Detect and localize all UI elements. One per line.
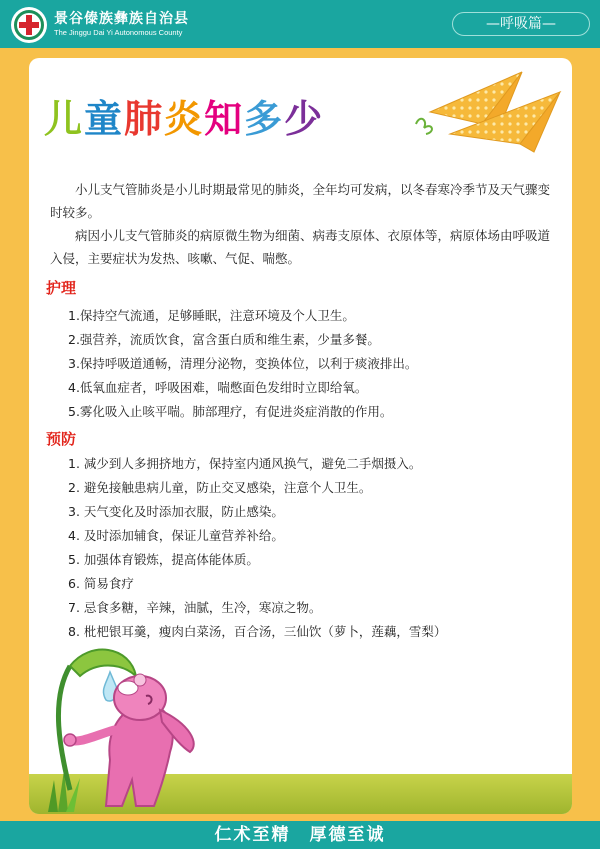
cartoon-mascot-icon [40, 640, 210, 812]
title-char: 炎 [164, 97, 205, 141]
header-bar [0, 0, 600, 48]
care-heading: 护理 [46, 279, 77, 297]
title-char: 肺 [124, 97, 165, 141]
prevention-item: 5. 加强体育锻炼，提高体能体质。 [68, 552, 259, 567]
cause-paragraph: 病因小儿支气管肺炎的病原微生物为细菌、病毒支原体、衣原体等，病原体场由呼吸道入侵，主要症状为发热、咳嗽、气促、喘憋。 [50, 228, 551, 266]
care-item: 5.雾化吸入止咳平喘。肺部理疗，有促进炎症消散的作用。 [68, 404, 393, 419]
prevention-item: 8. 枇杷银耳羹，瘦肉白菜汤，百合汤，三仙饮（萝卜，莲藕，雪梨） [68, 624, 447, 639]
page-title [44, 88, 324, 143]
prevention-item: 7. 忌食多糖，辛辣，油腻，生冷，寒凉之物。 [68, 600, 322, 615]
prevention-item: 6. 简易食疗 [68, 576, 134, 591]
intro-paragraph: 小儿支气管肺炎是小儿时期最常见的肺炎，全年均可发病，以冬春寒冷季节及天气骤变时较多。 [50, 182, 551, 220]
hospital-logo-icon [11, 7, 47, 43]
care-item: 3.保持呼吸道通畅，清理分泌物，变换体位，以利于痰液排出。 [68, 356, 418, 371]
title-char: 儿 [44, 97, 85, 141]
footer-bar [0, 821, 600, 849]
org-name: 景谷傣族彝族自治县 [54, 11, 189, 27]
title-char: 少 [284, 97, 325, 141]
prevention-item: 4. 及时添加辅食，保证儿童营养补给。 [68, 528, 284, 543]
title-char: 童 [84, 97, 125, 141]
prevention-heading: 预防 [46, 430, 77, 448]
section-tag: —呼吸篇— [452, 12, 590, 36]
care-item: 1.保持空气流通，足够睡眠，注意环境及个人卫生。 [68, 308, 355, 323]
org-name-en: The Jinggu Dai Yi Autonomous County [54, 28, 183, 37]
care-item: 4.低氧血症者，呼吸困难，喘憋面色发绀时立即给氧。 [68, 380, 368, 395]
prevention-item: 2. 避免接触患病儿童，防止交叉感染，注意个人卫生。 [68, 480, 372, 495]
title-char: 知 [204, 97, 245, 141]
title-char: 多 [244, 97, 285, 141]
footer-slogan: 仁术至精 厚德至诚 [214, 825, 386, 845]
care-item: 2.强营养，流质饮食，富含蛋白质和维生素，少量多餐。 [68, 332, 380, 347]
prevention-item: 3. 天气变化及时添加衣服，防止感染。 [68, 504, 284, 519]
paper-plane-icon [410, 64, 570, 154]
prevention-item: 1. 减少到人多拥挤地方，保持室内通风换气，避免二手烟摄入。 [68, 456, 422, 471]
